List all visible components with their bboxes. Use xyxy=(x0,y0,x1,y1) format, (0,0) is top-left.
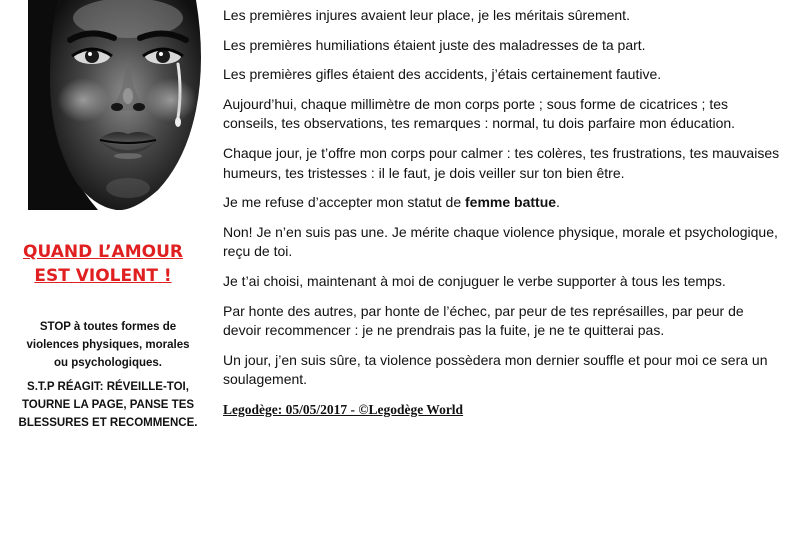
p6-bold-phrase: femme battue xyxy=(465,194,557,211)
poem-paragraph-3: Les premières gifles étaient des accidents, j’étais certainement fautive. xyxy=(223,66,662,83)
stp-line-1: S.T.P RÉAGIT: RÉVEILLE-TOI, xyxy=(27,381,189,393)
stop-violence-message xyxy=(10,318,206,372)
poem-paragraph-4: Aujourd’hui, chaque millimètre de mon corps porte ; sous forme de cicatrices ; tes conseils, tes observations, tes remarques : normal, tu dois parfaire mon éducation. xyxy=(223,95,736,132)
poem-paragraph-5: Chaque jour, je t’offre mon corps pour calmer : tes colères, tes frustrations, tes mauvaises humeurs, tes tristesses : il le faut, je dois veiller sur ton bien être. xyxy=(223,144,780,181)
woman-face-tear-image xyxy=(28,0,212,210)
poem-paragraph-2: Les premières humiliations étaient juste des maladresses de ta part. xyxy=(223,36,646,53)
poem-paragraph-8: Je t’ai choisi, maintenant à moi de conjuguer le verbe supporter à tous les temps. xyxy=(223,272,726,289)
author-signature: Legodège: 05/05/2017 - ©Legodège World xyxy=(223,401,464,417)
poem-paragraph-9: Par honte des autres, par honte de l’échec, par peur de tes représailles, par peur de devoir recommencer : je ne prendrais pas la fuite, je ne te quitterai pas. xyxy=(223,302,744,339)
p6-text-after: . xyxy=(556,194,560,211)
p6-text-before: Je me refuse d’accepter mon statut de xyxy=(223,194,466,211)
stop-line-2: violences physiques, morales xyxy=(26,339,190,351)
title-line-1: QUAND L’AMOUR xyxy=(23,242,183,262)
stop-line-3: ou psychologiques. xyxy=(54,357,162,369)
poem-paragraph-6 xyxy=(223,193,783,213)
poem-body xyxy=(223,6,783,430)
title-line-2: EST VIOLENT ! xyxy=(34,266,172,286)
react-message xyxy=(10,378,206,432)
poem-paragraph-7: Non! Je n’en suis pas une. Je mérite chaque violence physique, morale et psychologique, reçu de toi. xyxy=(223,223,778,260)
stp-line-3: BLESSURES ET RECOMMENCE. xyxy=(18,417,198,429)
stop-line-1: STOP à toutes formes de xyxy=(39,321,177,333)
poem-paragraph-10: Un jour, j’en suis sûre, ta violence possèdera mon dernier souffle et pour moi ce sera un soulagement. xyxy=(223,351,768,388)
poem-paragraph-1: Les premières injures avaient leur place, je les méritais sûrement. xyxy=(223,7,630,23)
campaign-title xyxy=(10,240,196,288)
stp-line-2: TOURNE LA PAGE, PANSE TES xyxy=(21,399,195,411)
left-column xyxy=(0,0,212,534)
